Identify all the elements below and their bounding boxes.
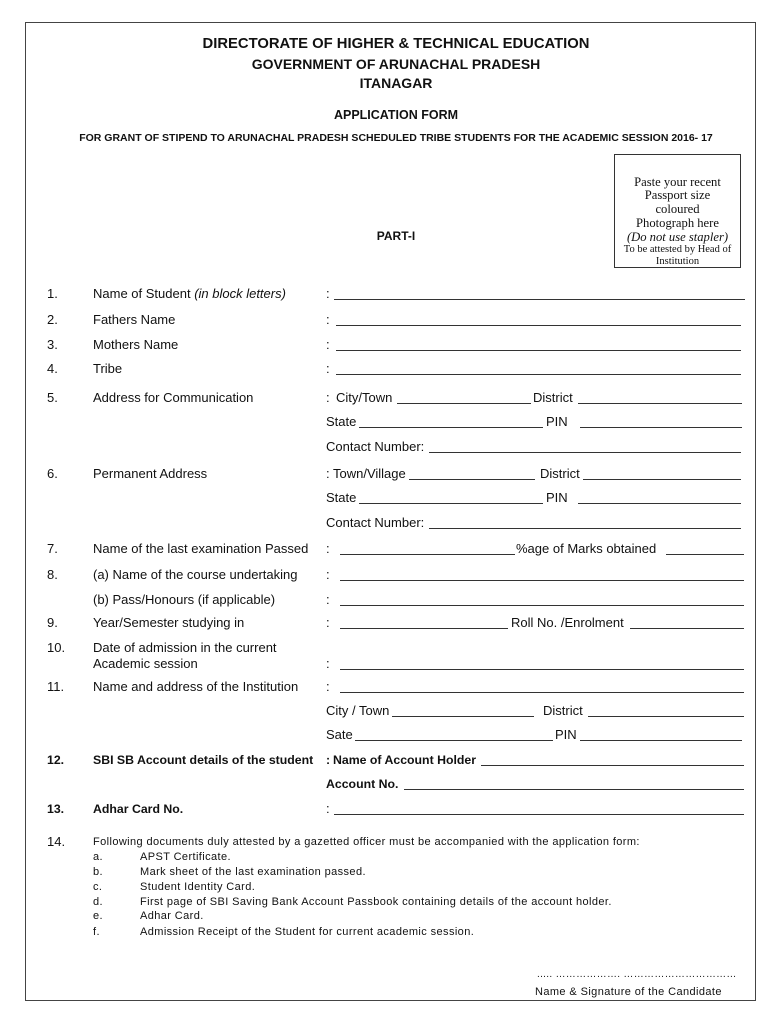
item-12-account-row <box>0 776 770 792</box>
item-number: 9. <box>47 615 58 630</box>
block-letters-note: (in block letters) <box>194 286 286 301</box>
document-text: Mark sheet of the last examination passed. <box>140 866 366 878</box>
item-number: 5. <box>47 390 58 405</box>
item-number: 8. <box>47 567 58 582</box>
year-semester-label: Year/Semester studying in <box>93 615 245 630</box>
item-8a-row <box>0 567 770 583</box>
document-list-item <box>0 909 770 923</box>
separator: : <box>326 312 330 327</box>
tribe-label: Tribe <box>93 361 123 376</box>
fathers-name-blank <box>336 325 741 326</box>
item-2-row <box>0 312 770 328</box>
permanent-contact-label: Contact Number: <box>326 515 425 530</box>
institution-pin-label: PIN <box>555 727 577 742</box>
communication-city-label: City/Town <box>336 390 393 405</box>
item-number: 3. <box>47 337 58 352</box>
item-number: 1. <box>47 286 58 301</box>
item-8b-row <box>0 592 770 608</box>
marks-blank <box>666 554 744 555</box>
documents-instruction: Following documents duly attested by a gazetted officer must be accompanied with the application form: <box>93 836 640 848</box>
last-exam-label: Name of the last examination Passed <box>93 541 309 556</box>
institution-pin-blank <box>580 740 742 741</box>
document-text: Student Identity Card. <box>140 881 256 893</box>
account-holder-blank <box>481 765 744 766</box>
item-5-contact-row <box>0 439 770 455</box>
signature-row <box>0 968 770 982</box>
photo-instruction-line-3: coloured <box>655 202 700 216</box>
item-10-row <box>0 640 770 656</box>
signature-caption-row <box>0 985 770 999</box>
item-9-row <box>0 615 770 631</box>
permanent-contact-blank <box>429 528 741 529</box>
document-text: Adhar Card. <box>140 910 204 922</box>
separator: : <box>326 567 330 582</box>
student-name-label: Name of Student <box>93 286 191 301</box>
roll-number-blank <box>630 628 744 629</box>
document-list-item <box>0 895 770 909</box>
document-letter: b. <box>93 866 103 878</box>
item-6-contact-row <box>0 515 770 531</box>
separator: : <box>326 541 330 556</box>
permanent-pin-blank <box>578 503 741 504</box>
item-10-line2-row <box>0 656 770 672</box>
item-13-row <box>0 801 770 817</box>
marks-label: %age of Marks obtained <box>516 541 657 556</box>
document-list-item <box>0 850 770 864</box>
communication-state-blank <box>359 427 543 428</box>
institution-state-blank <box>355 740 553 741</box>
separator: : <box>326 615 330 630</box>
document-letter: a. <box>93 851 103 863</box>
pass-honours-label: (b) Pass/Honours (if applicable) <box>93 592 276 607</box>
separator: : <box>326 592 330 607</box>
item-11-row <box>0 679 770 695</box>
item-3-row <box>0 337 770 353</box>
photo-instruction-line-1: Paste your recent <box>634 175 721 189</box>
institution-district-blank <box>588 716 744 717</box>
course-blank <box>340 580 744 581</box>
separator: : <box>326 656 330 671</box>
item-14-row <box>0 835 770 849</box>
photo-instruction-line-2: Passport size <box>644 188 711 202</box>
item-number: 14. <box>47 834 66 849</box>
photo-stapler-warning: (Do not use stapler) <box>626 230 729 244</box>
communication-city-blank <box>397 403 531 404</box>
separator: : <box>326 361 330 376</box>
permanent-district-blank <box>583 479 741 480</box>
document-list-item <box>0 925 770 939</box>
item-11-city-row <box>0 703 770 719</box>
item-number: 4. <box>47 361 58 376</box>
separator: : <box>326 337 330 352</box>
item-6-state-row <box>0 490 770 506</box>
student-name-label-group <box>93 286 286 302</box>
account-number-label: Account No. <box>326 777 399 791</box>
roll-number-label: Roll No. /Enrolment <box>511 615 624 630</box>
item-6-row <box>0 466 770 482</box>
item-number: 13. <box>47 802 65 816</box>
government-heading: GOVERNMENT OF ARUNACHAL PRADESH <box>251 56 541 72</box>
bank-account-label: SBI SB Account details of the student <box>93 753 314 767</box>
communication-contact-label: Contact Number: <box>326 439 425 454</box>
communication-address-label: Address for Communication <box>93 390 254 405</box>
part-label: PART-I <box>376 229 416 243</box>
form-title: APPLICATION FORM <box>333 108 459 122</box>
separator: : <box>326 679 330 694</box>
institution-city-blank <box>392 716 534 717</box>
item-number: 10. <box>47 640 66 655</box>
signature-line: ..... ………………. …………………………… <box>537 969 737 980</box>
last-exam-blank <box>340 554 515 555</box>
permanent-state-blank <box>359 503 543 504</box>
communication-pin-blank <box>580 427 742 428</box>
permanent-town-blank <box>409 479 535 480</box>
item-1-row <box>0 286 770 302</box>
separator: : <box>326 801 330 816</box>
fathers-name-label: Fathers Name <box>93 312 176 327</box>
institution-district-label: District <box>543 703 583 718</box>
item-12-row <box>0 752 770 768</box>
separator: : <box>326 390 330 405</box>
institution-city-label: City / Town <box>326 703 390 718</box>
item-number: 2. <box>47 312 58 327</box>
item-5-state-row <box>0 414 770 430</box>
pass-honours-blank <box>340 605 744 606</box>
item-4-row <box>0 361 770 377</box>
document-text: First page of SBI Saving Bank Account Passbook containing details of the account holder. <box>140 896 612 908</box>
item-number: 12. <box>47 753 65 767</box>
account-holder-label: Name of Account Holder <box>333 753 477 767</box>
item-number: 7. <box>47 541 58 556</box>
communication-contact-blank <box>429 452 741 453</box>
mothers-name-blank <box>336 350 741 351</box>
item-7-row <box>0 541 770 557</box>
photo-instruction-line-4: Photograph here <box>636 216 719 230</box>
photo-box <box>614 154 741 268</box>
form-purpose: FOR GRANT OF STIPEND TO ARUNACHAL PRADESH SCHEDULED TRIBE STUDENTS FOR THE ACADEMIC SESSION 2016- 17 <box>79 132 713 144</box>
item-5-row <box>0 390 770 406</box>
adhar-card-blank <box>334 814 744 815</box>
permanent-town-label: Town/Village <box>333 466 406 481</box>
document-text: APST Certificate. <box>140 851 231 863</box>
permanent-state-label: State <box>326 490 357 505</box>
course-label: (a) Name of the course undertaking <box>93 567 298 582</box>
communication-pin-label: PIN <box>546 414 568 429</box>
document-letter: d. <box>93 896 103 908</box>
directorate-heading: DIRECTORATE OF HIGHER & TECHNICAL EDUCATION <box>202 36 590 52</box>
photo-attestation-line-2: Institution <box>655 256 700 267</box>
tribe-blank <box>336 374 741 375</box>
communication-state-label: State <box>326 414 357 429</box>
admission-date-blank <box>340 669 744 670</box>
student-name-blank <box>334 299 745 300</box>
city-heading: ITANAGAR <box>359 75 433 91</box>
separator: : <box>326 286 330 301</box>
item-number: 11. <box>47 679 65 694</box>
communication-district-blank <box>578 403 742 404</box>
mothers-name-label: Mothers Name <box>93 337 179 352</box>
separator: : <box>326 753 331 767</box>
document-list-item <box>0 880 770 894</box>
signature-caption: Name & Signature of the Candidate <box>535 986 722 998</box>
item-number: 6. <box>47 466 58 481</box>
account-number-blank <box>404 789 744 790</box>
admission-date-label-line2: Academic session <box>93 656 198 671</box>
permanent-district-label: District <box>540 466 580 481</box>
item-11-state-row <box>0 727 770 743</box>
communication-district-label: District <box>533 390 573 405</box>
document-letter: f. <box>93 926 100 938</box>
adhar-card-label: Adhar Card No. <box>93 802 184 816</box>
admission-date-label: Date of admission in the current <box>93 640 277 655</box>
permanent-pin-label: PIN <box>546 490 568 505</box>
institution-blank <box>340 692 744 693</box>
institution-label: Name and address of the Institution <box>93 679 299 694</box>
year-semester-blank <box>340 628 508 629</box>
permanent-address-label: Permanent Address <box>93 466 208 481</box>
document-list-item <box>0 865 770 879</box>
separator: : <box>326 466 330 481</box>
document-letter: c. <box>93 881 103 893</box>
institution-state-label: Sate <box>326 727 353 742</box>
photo-attestation-line-1: To be attested by Head of <box>623 244 732 255</box>
document-letter: e. <box>93 910 103 922</box>
document-text: Admission Receipt of the Student for current academic session. <box>140 926 475 938</box>
